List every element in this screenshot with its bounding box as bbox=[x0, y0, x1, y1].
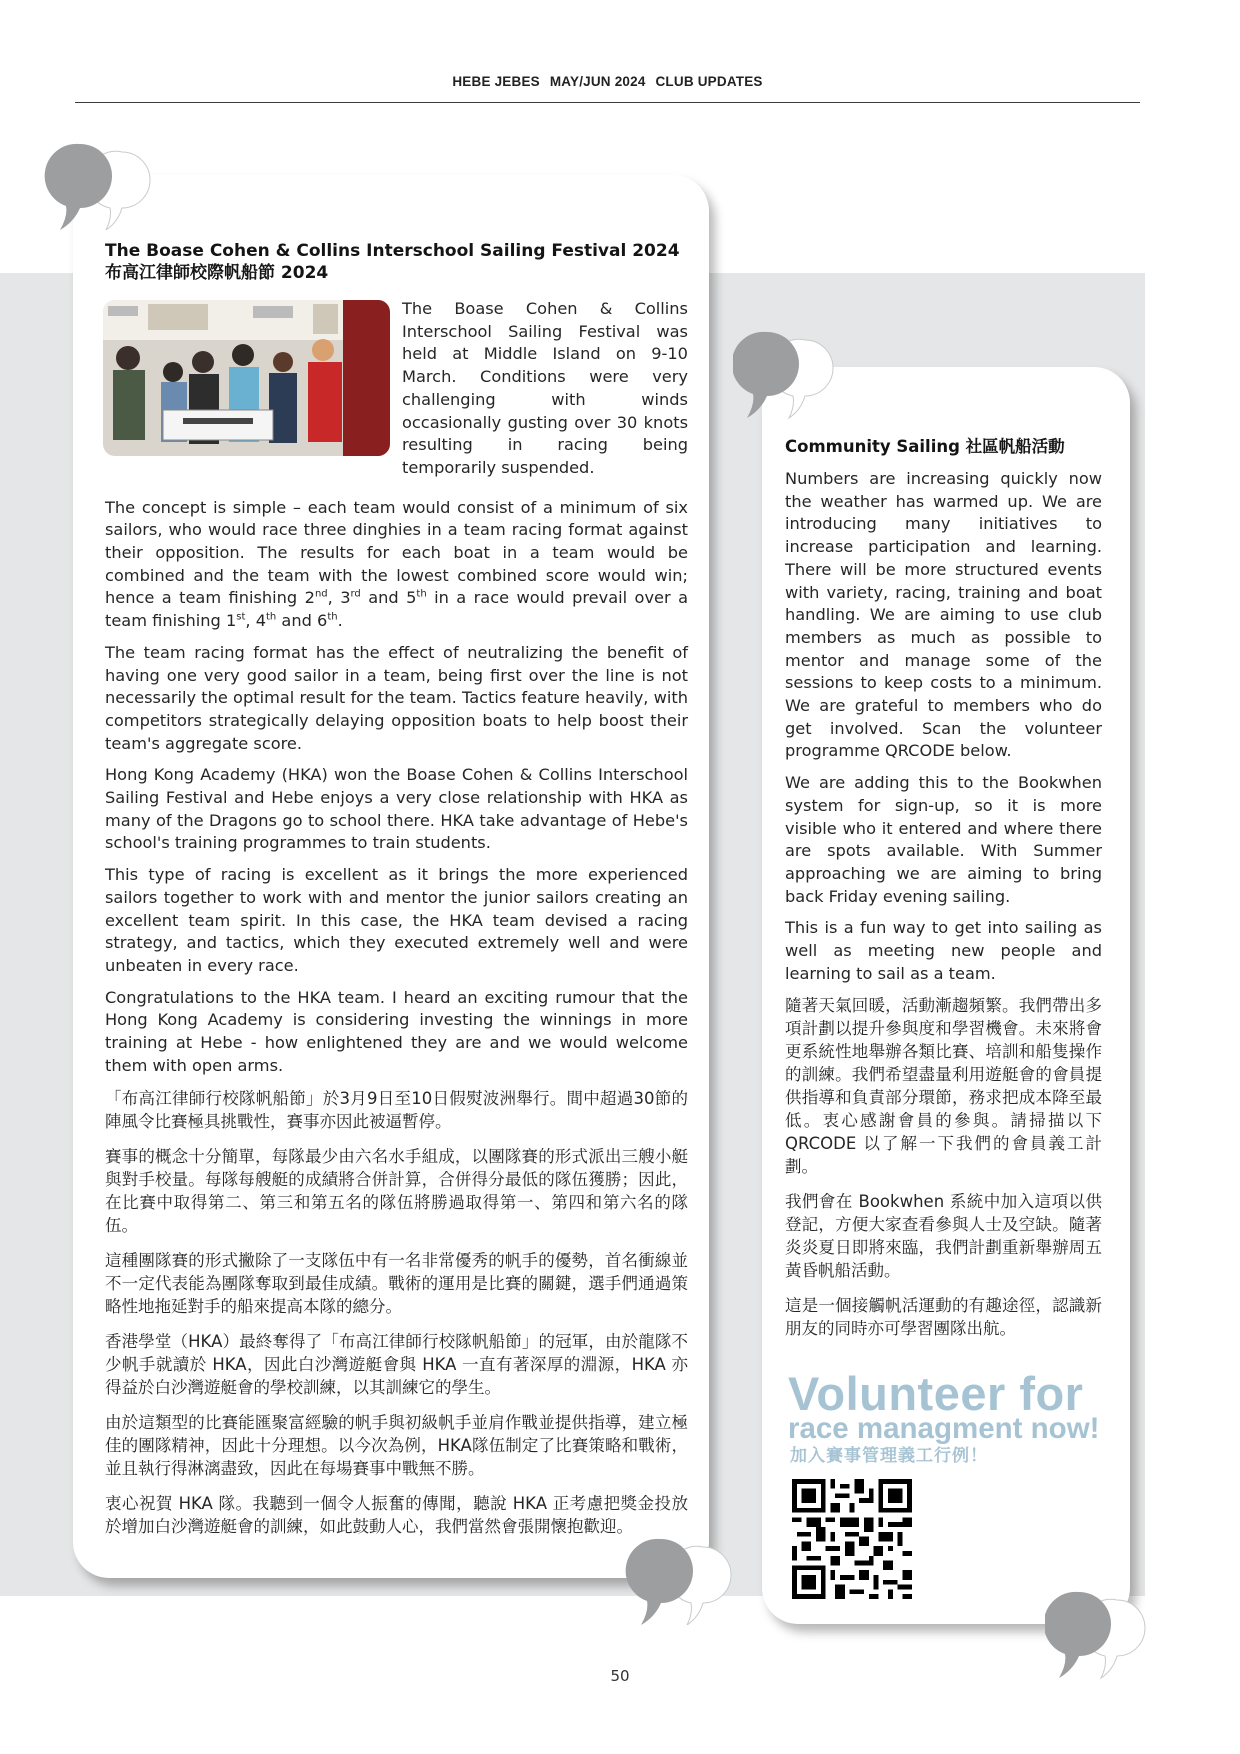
page-number: 50 bbox=[610, 1667, 630, 1685]
left-article-title: The Boase Cohen & Collins Interschool Sailing Festival 2024 bbox=[105, 241, 680, 261]
volunteer-qr-code[interactable] bbox=[792, 1479, 912, 1599]
volunteer-heading: Volunteer for bbox=[788, 1367, 1084, 1420]
congrats-paragraph: Congratulations to the HKA team. I heard an exciting rumour that the Hong Kong Academy is considering investing the winnings in more training at Hebe - how enlightened they are and we would welcome them with open arms. bbox=[105, 987, 688, 1075]
quote-mark-icon bbox=[1045, 1590, 1155, 1680]
publication-name: HEBE JEBES bbox=[452, 74, 540, 89]
quote-mark-icon bbox=[733, 330, 843, 420]
page-header bbox=[75, 74, 1140, 103]
cs-paragraph-3: This is a fun way to get into sailing as well as meeting new people and learning to sail as a team. bbox=[785, 918, 1102, 983]
community-sailing-title: Community Sailing 社區帆船活動 bbox=[785, 437, 1065, 456]
zh-paragraph-4: 香港學堂（HKA）最終奪得了「布高江律師行校隊帆船節」的冠軍，由於龍隊不少帆手就讀於 HKA，因此白沙灣遊艇會與 HKA 一直有著深厚的淵源，HKA 亦得益於白沙灣遊艇會的學校訓練，以其訓練它的學生。 bbox=[105, 1331, 688, 1397]
issue-date: MAY/JUN 2024 bbox=[549, 74, 646, 89]
volunteer-subheading: race managment now! bbox=[788, 1412, 1100, 1445]
left-article-body bbox=[105, 298, 688, 1550]
left-article-title-zh: 布高江律師校際帆船節 2024 bbox=[105, 263, 329, 283]
zh-paragraph-6: 衷心祝賀 HKA 隊。我聽到一個令人振奮的傳聞，聽說 HKA 正考慮把獎金投放於增加白沙灣遊艇會的訓練，如此鼓動人心，我們當然會張開懷抱歡迎。 bbox=[105, 1493, 688, 1536]
quote-mark-icon bbox=[44, 140, 159, 230]
cs-zh-paragraph-2: 我們會在 Bookwhen 系統中加入這項以供登記，方便大家查看參與人士及空缺。隨著炎炎夏日即將來臨，我們計劃重新舉辦周五黃昏帆船活動。 bbox=[785, 1192, 1102, 1281]
zh-paragraph-2: 賽事的概念十分簡單，每隊最少由六名水手組成，以團隊賽的形式派出三艘小艇與對手校量。每隊每艘艇的成績將合併計算，合併得分最低的隊伍獲勝；因此，在比賽中取得第二、第三和第五名的隊伍將勝過取得第一、第四和第六名的隊伍。 bbox=[105, 1146, 688, 1235]
concept-paragraph: The concept is simple – each team would consist of a minimum of six sailors, who would race three dinghies in a team racing format against their opposition. The results for each boat in a team would be combined and the team with the lowest combined score would win; hence a team finishing 2nd, 3rd and 5th in a race would prevail over a team finishing 1st, 4th and 6th. bbox=[105, 497, 688, 631]
zh-paragraph-1: 「布高江律師行校隊帆船節」於3月9日至10日假熨波洲舉行。間中超過30節的陣風令比賽極具挑戰性，賽事亦因此被逼暫停。 bbox=[105, 1088, 688, 1131]
cs-zh-paragraph-1: 隨著天氣回暖，活動漸趨頻繁。我們帶出多項計劃以提升參與度和學習機會。未來將會更系統性地舉辦各類比賽、培訓和船隻操作的訓練。我們希望盡量利用遊艇會的會員提供指導和負責部分環節，務求把成本降至最低。衷心感謝會員的參與。請掃描以下 QRCODE 以了解一下我們的會員義工計劃。 bbox=[785, 996, 1102, 1177]
format-paragraph: The team racing format has the effect of neutralizing the benefit of having one very good sailor in a team, being first over the line is not necessarily the optimal result for the team. Tactics feature heavily, with competitors strategically delaying opposition boats to help boost their team's aggregate score. bbox=[105, 642, 688, 753]
racing-paragraph: This type of racing is excellent as it brings the more experienced sailors together to work with and mentor the junior sailors creating an excellent team spirit. In this case, the HKA team devised a racing strategy, and tactics, which they executed extremely well and were unbeaten in every race. bbox=[105, 865, 688, 975]
zh-paragraph-3: 這種團隊賽的形式撇除了一支隊伍中有一名非常優秀的帆手的優勢，首名衝線並不一定代表能為團隊奪取到最佳成績。戰術的運用是比賽的關鍵，選手們通過策略性地拖延對手的船來提高本隊的總分。 bbox=[105, 1250, 688, 1316]
right-article-body bbox=[785, 468, 1102, 1352]
cs-paragraph-1: Numbers are increasing quickly now the weather has warmed up. We are introducing many initiatives to increase participation and learning. There will be more structured events with variety, racing, training and boat handling. We are aiming to use club members as much as possible to mentor and manage some of the sessions to keep costs to a minimum. We are grateful to members who do get involved. Scan the volunteer programme QRCODE below. bbox=[785, 469, 1102, 761]
volunteer-heading-zh: 加入賽事管理義工行例！ bbox=[790, 1446, 988, 1466]
cs-zh-paragraph-3: 這是一個接觸帆活運動的有趣途徑，認識新朋友的同時亦可學習團隊出航。 bbox=[785, 1296, 1102, 1339]
zh-paragraph-5: 由於這類型的比賽能匯聚富經驗的帆手與初級帆手並肩作戰並提供指導，建立極佳的團隊精神，因此十分理想。以今次為例，HKA隊伍制定了比賽策略和戰術，並且執行得淋漓盡致，因此在每場賽事中戰無不勝。 bbox=[105, 1412, 688, 1478]
cs-paragraph-2: We are adding this to the Bookwhen system for sign-up, so it is more visible who it entered and where there are spots available. With Summer approaching we are aiming to bring back Friday evening sailing. bbox=[785, 773, 1102, 906]
hka-paragraph: Hong Kong Academy (HKA) won the Boase Cohen & Collins Interschool Sailing Festival and Hebe enjoys a very close relationship with HKA as many of the Dragons go to school there. HKA take advantage of Hebe's school's training programmes to train students. bbox=[105, 765, 688, 853]
section-name: CLUB UPDATES bbox=[655, 74, 763, 89]
intro-paragraph: The Boase Cohen & Collins Interschool Sailing Festival was held at Middle Island on 9-10 March. Conditions were very challenging with winds occasionally gusting over 30 knots resulting in racing being temporarily suspended. bbox=[402, 299, 688, 477]
